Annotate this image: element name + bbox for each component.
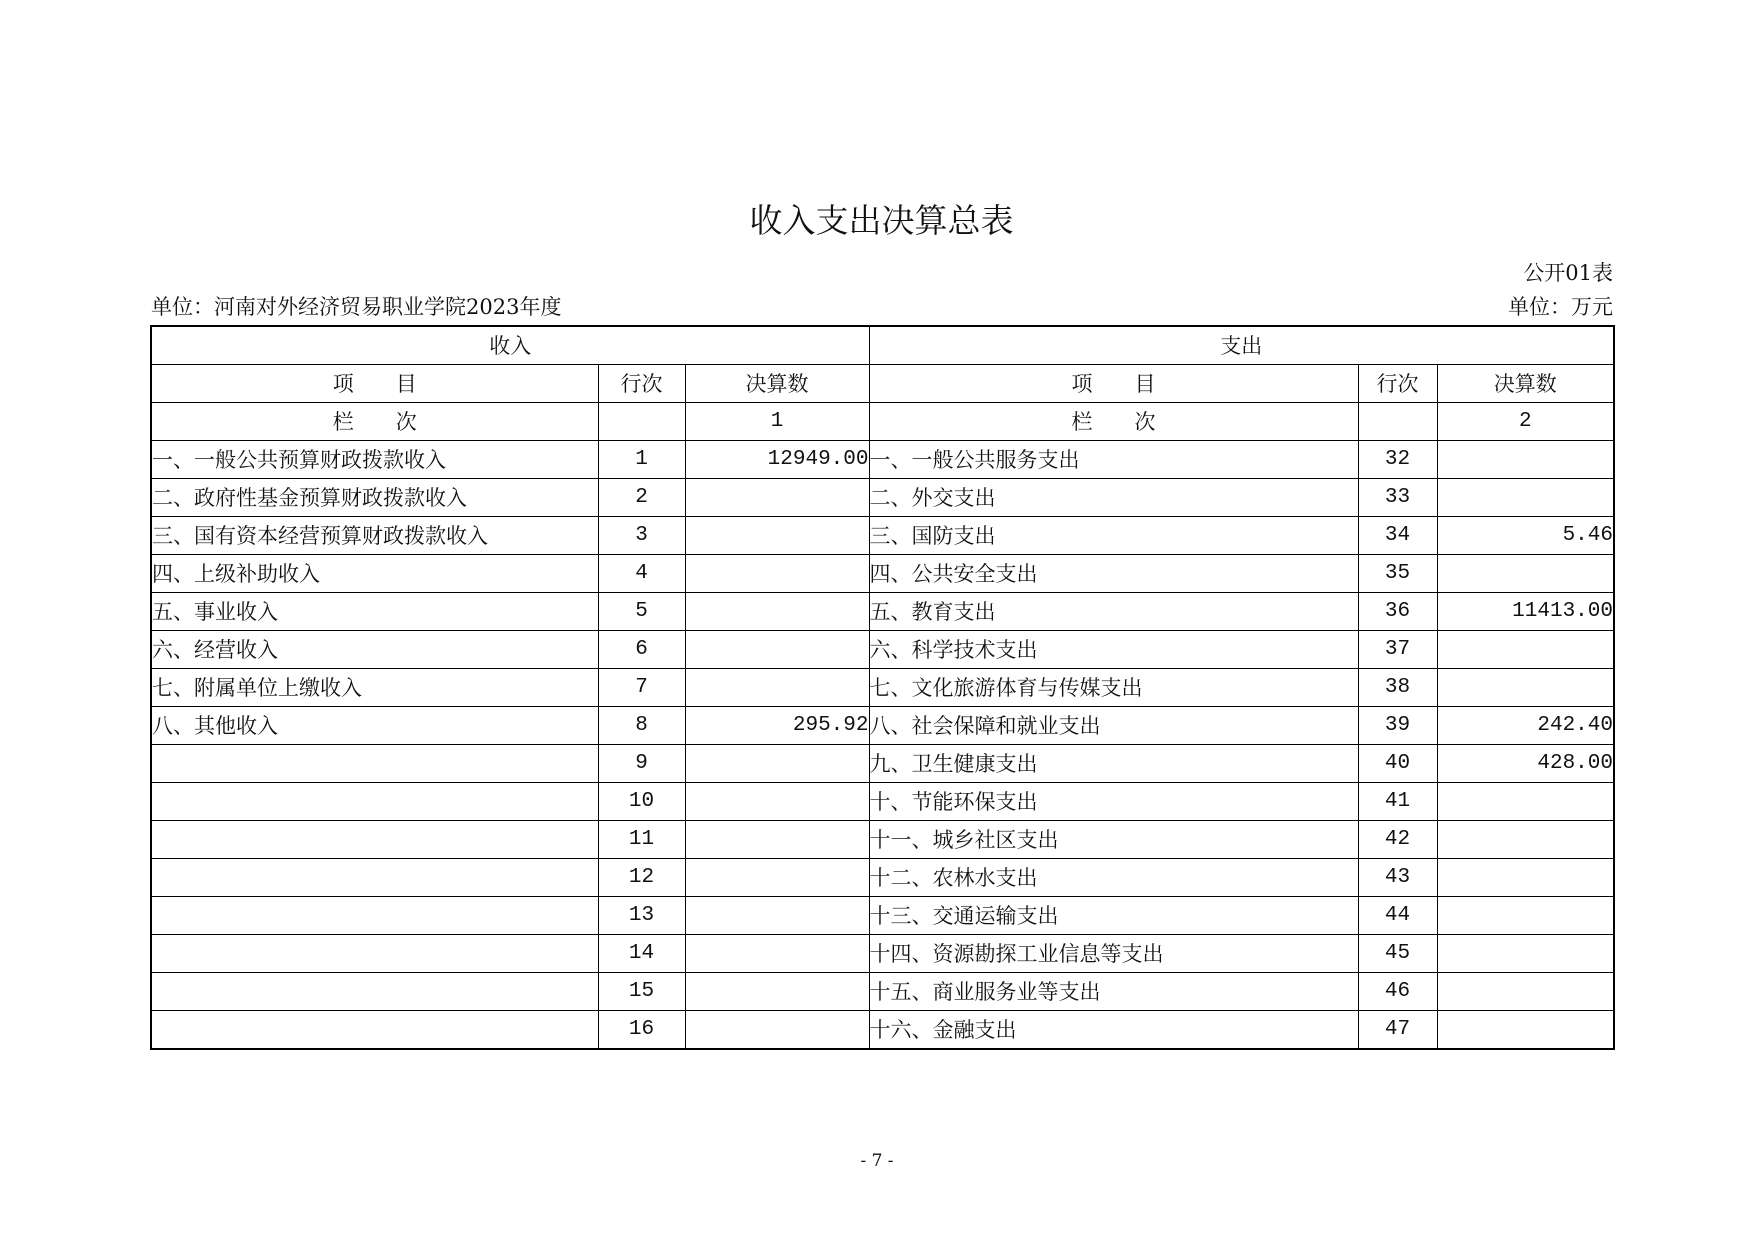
expense-column-index: 2 (1437, 403, 1614, 441)
expense-row-number-cell: 39 (1358, 707, 1437, 745)
income-amount-cell (685, 517, 869, 555)
income-item-cell (151, 935, 598, 973)
expense-amount-cell (1437, 935, 1614, 973)
expense-amount-cell (1437, 1011, 1614, 1050)
expense-amount-cell (1437, 783, 1614, 821)
income-row-number-cell: 12 (598, 859, 685, 897)
income-amount-cell: 295.92 (685, 707, 869, 745)
expense-row-number-cell: 38 (1358, 669, 1437, 707)
table-row (151, 517, 1614, 555)
expense-item-cell: 十二、农林水支出 (869, 859, 1358, 897)
expense-amount-cell: 5.46 (1437, 517, 1614, 555)
income-column-index-blank (598, 403, 685, 441)
income-item-cell (151, 783, 598, 821)
expense-item-cell: 十、节能环保支出 (869, 783, 1358, 821)
expense-amount-cell (1437, 821, 1614, 859)
income-item-cell (151, 745, 598, 783)
income-row-number-cell: 7 (598, 669, 685, 707)
column-header-row (151, 365, 1614, 403)
income-amount-cell (685, 783, 869, 821)
table-row (151, 707, 1614, 745)
expense-item-cell: 八、社会保障和就业支出 (869, 707, 1358, 745)
expense-item-cell: 一、一般公共服务支出 (869, 441, 1358, 479)
income-item-cell: 五、事业收入 (151, 593, 598, 631)
income-item-cell: 四、上级补助收入 (151, 555, 598, 593)
table-row (151, 783, 1614, 821)
income-row-number-cell: 5 (598, 593, 685, 631)
expense-amount-cell: 11413.00 (1437, 593, 1614, 631)
expense-amount-cell (1437, 669, 1614, 707)
income-section-header: 收入 (151, 326, 869, 365)
page-number: - 7 - (860, 1151, 894, 1171)
expense-item-cell: 九、卫生健康支出 (869, 745, 1358, 783)
income-amount-cell (685, 1011, 869, 1050)
expense-item-cell: 六、科学技术支出 (869, 631, 1358, 669)
income-item-cell: 三、国有资本经营预算财政拨款收入 (151, 517, 598, 555)
expense-item-cell: 十三、交通运输支出 (869, 897, 1358, 935)
income-amount-cell (685, 897, 869, 935)
expense-amount-cell (1437, 479, 1614, 517)
expense-row-number-cell: 41 (1358, 783, 1437, 821)
expense-item-cell: 二、外交支出 (869, 479, 1358, 517)
expense-item-cell: 四、公共安全支出 (869, 555, 1358, 593)
income-row-number-cell: 9 (598, 745, 685, 783)
expense-row-number-cell: 46 (1358, 973, 1437, 1011)
income-row-number-cell: 14 (598, 935, 685, 973)
expense-item-cell: 七、文化旅游体育与传媒支出 (869, 669, 1358, 707)
table-row (151, 897, 1614, 935)
income-amount-cell: 12949.00 (685, 441, 869, 479)
income-row-number-cell: 15 (598, 973, 685, 1011)
expense-row-number-cell: 32 (1358, 441, 1437, 479)
table-row (151, 593, 1614, 631)
expense-amount-cell (1437, 973, 1614, 1011)
income-amount-cell (685, 593, 869, 631)
expense-item-cell: 十六、金融支出 (869, 1011, 1358, 1050)
income-row-number-cell: 8 (598, 707, 685, 745)
expense-item-cell: 十四、资源勘探工业信息等支出 (869, 935, 1358, 973)
expense-row-number-cell: 37 (1358, 631, 1437, 669)
income-amount-cell (685, 555, 869, 593)
expense-row-number-cell: 47 (1358, 1011, 1437, 1050)
expense-item-cell: 五、教育支出 (869, 593, 1358, 631)
expense-item-cell: 十一、城乡社区支出 (869, 821, 1358, 859)
table-row (151, 859, 1614, 897)
expense-row-number-cell: 44 (1358, 897, 1437, 935)
income-item-header: 项 目 (151, 365, 598, 403)
income-row-number-cell: 2 (598, 479, 685, 517)
table-row (151, 669, 1614, 707)
table-row (151, 973, 1614, 1011)
income-item-cell: 八、其他收入 (151, 707, 598, 745)
income-expense-summary-table (150, 325, 1615, 1050)
income-row-number-cell: 4 (598, 555, 685, 593)
income-item-cell: 一、一般公共预算财政拨款收入 (151, 441, 598, 479)
expense-row-number-cell: 36 (1358, 593, 1437, 631)
income-row-number-cell: 1 (598, 441, 685, 479)
income-column-index: 1 (685, 403, 869, 441)
income-row-number-cell: 16 (598, 1011, 685, 1050)
expense-row-number-cell: 35 (1358, 555, 1437, 593)
income-row-number-cell: 6 (598, 631, 685, 669)
income-item-cell (151, 897, 598, 935)
expense-amount-cell (1437, 555, 1614, 593)
income-amount-cell (685, 631, 869, 669)
income-row-number-cell: 3 (598, 517, 685, 555)
expense-item-cell: 十五、商业服务业等支出 (869, 973, 1358, 1011)
column-index-row (151, 403, 1614, 441)
income-item-cell (151, 973, 598, 1011)
expense-amount-cell (1437, 897, 1614, 935)
expense-row-number-cell: 43 (1358, 859, 1437, 897)
income-item-cell: 七、附属单位上缴收入 (151, 669, 598, 707)
expense-column-index-blank (1358, 403, 1437, 441)
income-amount-cell (685, 821, 869, 859)
income-row-number-cell: 10 (598, 783, 685, 821)
reporting-unit: 单位：河南对外经济贸易职业学院2023年度 (151, 295, 562, 319)
income-amount-cell (685, 973, 869, 1011)
income-row-header: 行次 (598, 365, 685, 403)
expense-row-number-cell: 42 (1358, 821, 1437, 859)
expense-item-header: 项 目 (869, 365, 1358, 403)
table-row (151, 1011, 1614, 1050)
income-column-index-label: 栏 次 (151, 403, 598, 441)
table-row (151, 479, 1614, 517)
income-item-cell: 六、经营收入 (151, 631, 598, 669)
income-amount-cell (685, 859, 869, 897)
income-row-number-cell: 11 (598, 821, 685, 859)
expense-section-header: 支出 (869, 326, 1614, 365)
currency-unit: 单位：万元 (1508, 295, 1613, 319)
expense-row-header: 行次 (1358, 365, 1437, 403)
page-title: 收入支出决算总表 (749, 201, 1014, 240)
expense-amount-cell (1437, 631, 1614, 669)
table-row (151, 631, 1614, 669)
expense-amount-cell: 428.00 (1437, 745, 1614, 783)
expense-amount-cell (1437, 441, 1614, 479)
expense-amount-cell: 242.40 (1437, 707, 1614, 745)
table-row (151, 935, 1614, 973)
table-row (151, 555, 1614, 593)
income-amount-cell (685, 745, 869, 783)
expense-row-number-cell: 34 (1358, 517, 1437, 555)
table-row (151, 745, 1614, 783)
table-row (151, 821, 1614, 859)
expense-amount-cell (1437, 859, 1614, 897)
expense-column-index-label: 栏 次 (869, 403, 1358, 441)
expense-amount-header: 决算数 (1437, 365, 1614, 403)
income-item-cell: 二、政府性基金预算财政拨款收入 (151, 479, 598, 517)
form-code: 公开01表 (1523, 261, 1613, 285)
expense-row-number-cell: 33 (1358, 479, 1437, 517)
table-row (151, 441, 1614, 479)
income-amount-cell (685, 669, 869, 707)
income-amount-cell (685, 935, 869, 973)
section-header-row (151, 326, 1614, 365)
expense-item-cell: 三、国防支出 (869, 517, 1358, 555)
income-amount-header: 决算数 (685, 365, 869, 403)
expense-row-number-cell: 40 (1358, 745, 1437, 783)
income-item-cell (151, 821, 598, 859)
income-amount-cell (685, 479, 869, 517)
expense-row-number-cell: 45 (1358, 935, 1437, 973)
income-item-cell (151, 859, 598, 897)
income-row-number-cell: 13 (598, 897, 685, 935)
income-item-cell (151, 1011, 598, 1050)
